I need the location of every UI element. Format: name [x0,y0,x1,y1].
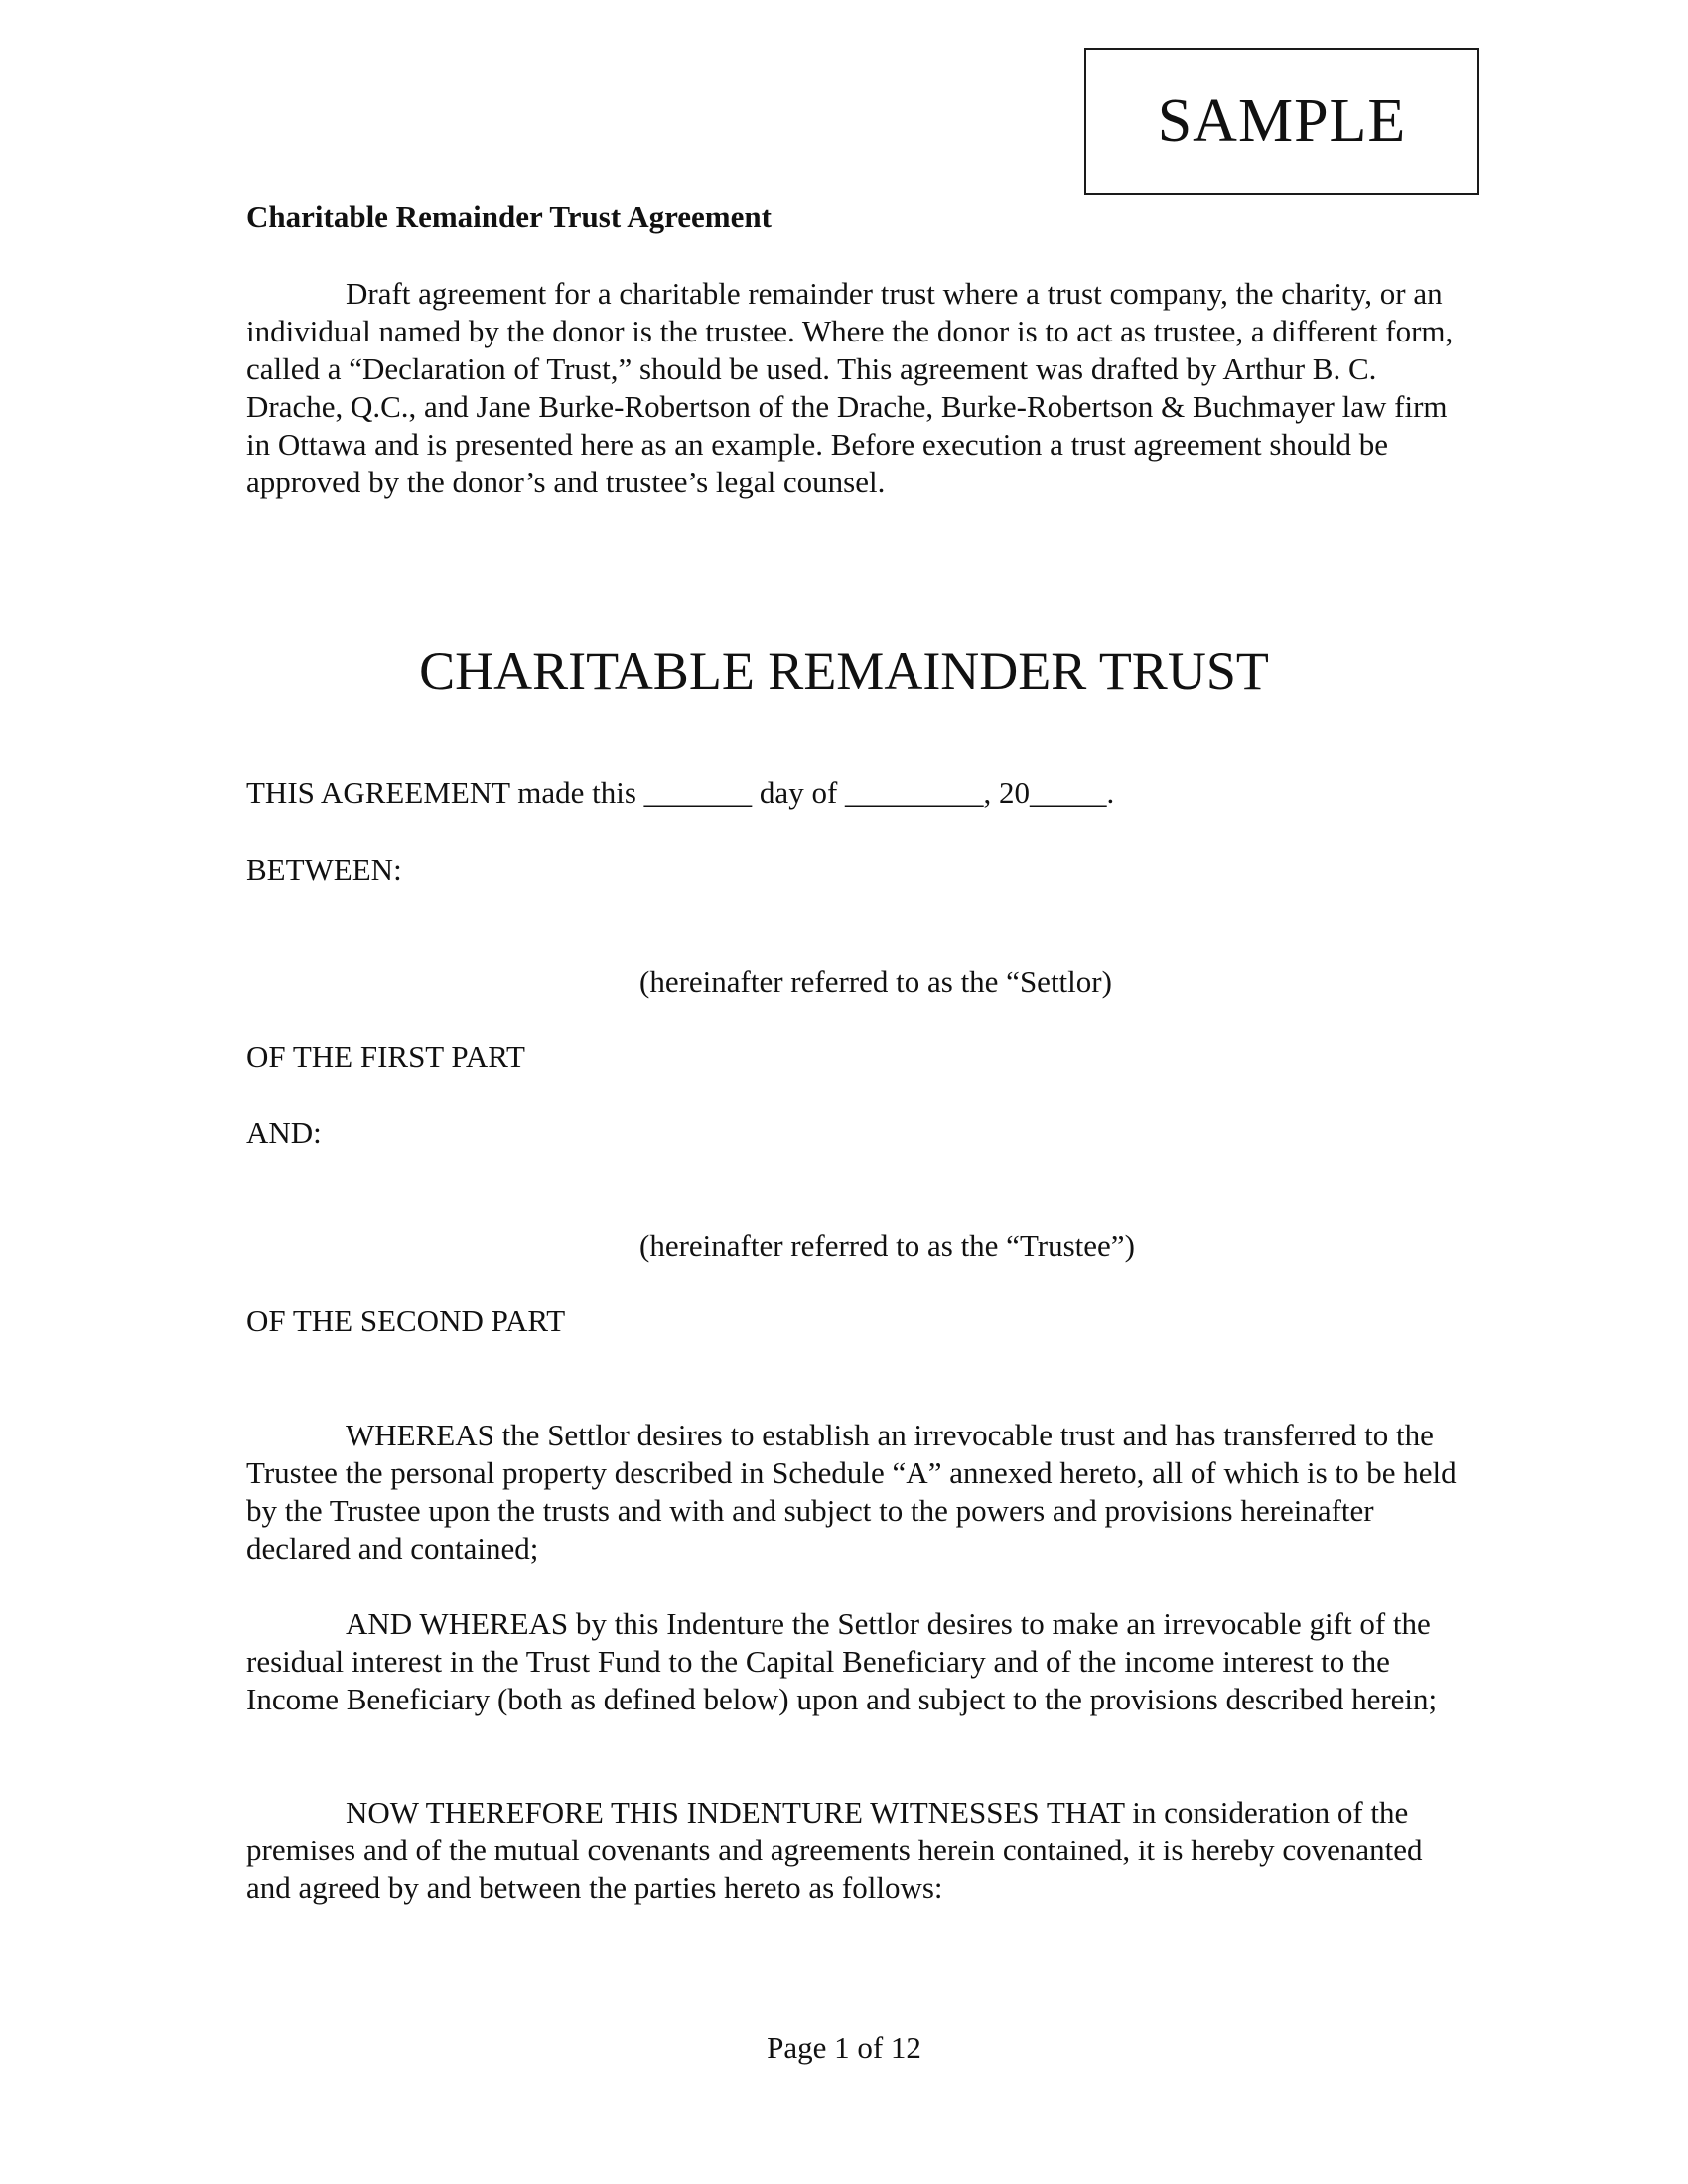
sample-stamp: SAMPLE [1084,48,1479,195]
whereas-clause-2-text: AND WHEREAS by this Indenture the Settlor desires to make an irrevocable gift of the residual interest in the Trust Fund to the Capital Beneficiary and of the income interest to the Income Beneficiary (both as defined below) upon and subject to the provisions described herein; [246,1606,1438,1716]
between-label: BETWEEN: [246,852,402,887]
whereas-clause-1 [246,1417,1458,1568]
whereas-clause-2 [246,1605,1458,1718]
trustee-reference: (hereinafter referred to as the “Trustee”) [639,1228,1135,1263]
witnesses-clause-text: NOW THEREFORE THIS INDENTURE WITNESSES THAT in consideration of the premises and of the mutual covenants and agreements herein contained, it is hereby covenanted and agreed by and between the parties hereto as follows: [246,1795,1423,1905]
second-part-label: OF THE SECOND PART [246,1303,566,1338]
intro-paragraph [246,275,1458,501]
whereas-clause-1-text: WHEREAS the Settlor desires to establish an irrevocable trust and has transferred to the Trustee the personal property described in Schedule “A” annexed hereto, all of which is to be held by the Trustee upon the trusts and with and subject to the powers and provisions hereinafter declared and contained; [246,1418,1457,1566]
and-label: AND: [246,1115,322,1150]
agreement-title: CHARITABLE REMAINDER TRUST [419,641,1269,701]
page-number: Page 1 of 12 [767,2030,921,2065]
intro-text: Draft agreement for a charitable remainder trust where a trust company, the charity, or an individual named by the donor is the trustee. Where the donor is to act as trustee, a different form, called a “Declaration of Trust,” should be used. This agreement was drafted by Arthur B. C. Drache, Q.C., and Jane Burke-Robertson of the Drache, Burke-Robertson & Buchmayer law firm in Ottawa and is presented here as an example. Before execution a trust agreement should be approved by the donor’s and trustee’s legal counsel. [246,276,1454,499]
settlor-reference: (hereinafter referred to as the “Settlor) [639,964,1112,999]
first-part-label: OF THE FIRST PART [246,1039,525,1074]
agreement-date-line: THIS AGREEMENT made this _______ day of _________, 20_____. [246,775,1115,810]
witnesses-clause [246,1794,1458,1907]
document-heading: Charitable Remainder Trust Agreement [246,200,772,234]
